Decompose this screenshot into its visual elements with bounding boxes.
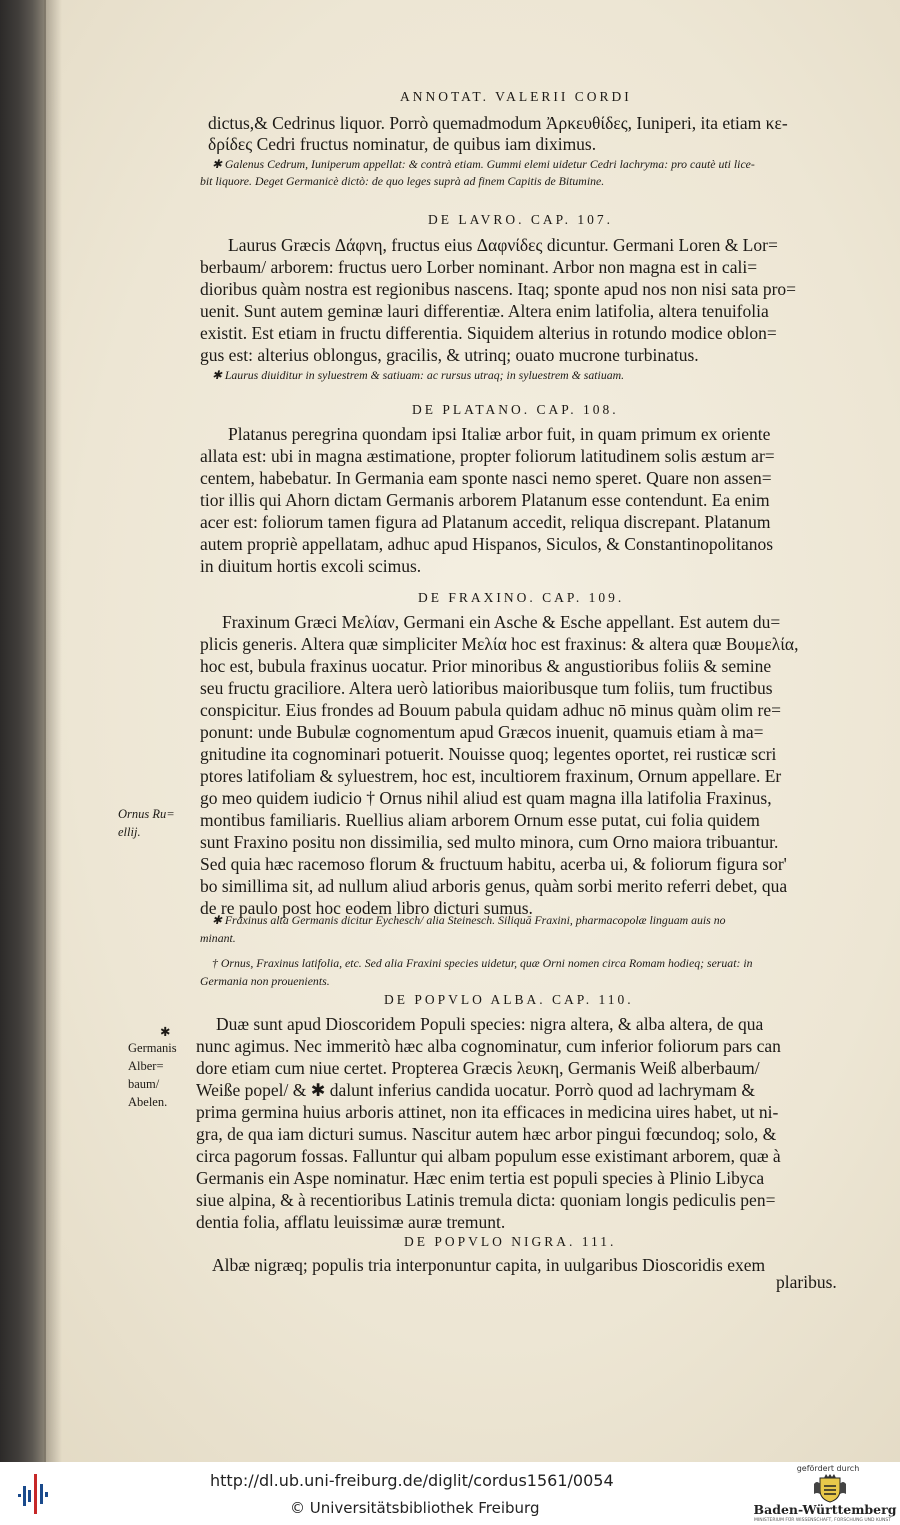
coat-of-arms-icon xyxy=(812,1474,848,1504)
text-line: dioribus quàm nostra est regionibus nascens. Itaq; sponte apud nos non nisi sata pro= xyxy=(200,279,797,299)
text-line: bo simillima sit, ad nullum aliud arboris genus, quàm sorbi merito referri debet, qua xyxy=(200,876,788,896)
text-line: de re paulo post hoc eodem libro dicturi sumus. xyxy=(200,898,533,918)
margin-note: Ornus Ru= xyxy=(118,807,175,821)
text-line: Laurus Græcis Δάφνη, fructus eius Δαφνίδες dicuntur. Germani Loren & Lor= xyxy=(228,235,778,255)
text-line: plaribus. xyxy=(776,1272,837,1292)
text-line: dore etiam cum niue certet. Propterea Græcis λευκη, Germanis Weiß alberbaum/ xyxy=(196,1058,760,1078)
text-line: gra, de qua iam dicturi sumus. Nascitur autem hæc arbor pingui fœcundoq; solo, & xyxy=(196,1124,777,1144)
chapter-heading: DE FRAXINO. CAP. 109. xyxy=(418,590,625,605)
text-line: Duæ sunt apud Dioscoridem Populi species: nigra altera, & alba altera, de qua xyxy=(216,1014,764,1034)
text-line: in diuitum hortis excoli scimus. xyxy=(200,556,422,576)
funder-subtitle: MINISTERIUM FÜR WISSENSCHAFT, FORSCHUNG UND KUNST xyxy=(754,1518,891,1523)
text-line: uenit. Sunt autem geminæ lauri differentiæ. Altera enim latifolia, altera tenuifolia xyxy=(200,301,769,321)
chapter-heading: DE POPVLO NIGRA. 111. xyxy=(404,1234,617,1249)
text-line: autem propriè appellatam, adhuc apud Hispanos, Siculos, & Constantinopolitanos xyxy=(200,534,774,554)
text-line: hoc est, bubula fraxinus uocatur. Prior minoribus & angustioribus foliis & semine xyxy=(200,656,772,676)
text-line: conspicitur. Eius frondes ad Bouum pabula quidam adhuc nō minus quàm olim re= xyxy=(200,700,781,720)
text-line: prima germina huius arboris attinet, non ita efficaces in medicina uires habet, ut ni- xyxy=(196,1102,779,1122)
text-line: gnitudine ita cognominari potuerit. Nouisse quoq; legentes oportet, rei rusticæ scri xyxy=(200,744,777,764)
text-line: gus est: alterius oblongus, gracilis, & utrinq; ouato mucrone turbinatus. xyxy=(200,345,699,365)
text-line: centem, habebatur. In Germania eam sponte nasci nemo speret. Quare non assen= xyxy=(200,468,772,488)
text-line: ptores latifoliam & syluestrem, hoc est, incultiorem fraxinum, Ornum appellare. Er xyxy=(200,766,782,786)
margin-note: baum/ xyxy=(128,1077,160,1091)
funder-label: gefördert durch xyxy=(796,1464,860,1473)
text-line: nunc agimus. Nec immeritò hæc alba cognominatur, cum inferior foliorum pars can xyxy=(196,1036,781,1056)
text-line: allata est: ubi in magna æstimatione, propter foliorum latitudinem solis æstum ar= xyxy=(200,446,775,466)
text-line: sunt Fraxino positu non dissimilia, sed multo minora, cum Orno maiora tribuantur. xyxy=(200,832,779,852)
note-line: minant. xyxy=(200,931,236,945)
text-line: dentia folia, afflatu leuissimæ auræ tremunt. xyxy=(196,1212,506,1232)
funder-name: Baden-Württemberg xyxy=(753,1502,897,1517)
chapter-heading: DE POPVLO ALBA. CAP. 110. xyxy=(384,992,634,1007)
text-line: acer est: foliorum tamen figura ad Platanum accedit, reliqua discrepant. Platanum xyxy=(200,512,771,532)
text-line: Fraxinum Græci Μελίαν, Germani ein Asche & Esche appellant. Est autem du= xyxy=(222,612,781,632)
text-line: Sed quia hæc racemoso florum & fructuum habitu, acerba ui, & foliorum figura sor' xyxy=(200,854,787,874)
text-line: siue alpina, & à recentioribus Latinis tremula dicta: quoniam longis pediculis pen= xyxy=(196,1190,776,1210)
text-line: seu fructu graciliore. Altera uerò latioribus maioribusque tum foliis, tum fructibus xyxy=(200,678,773,698)
note-line: bit liquore. Deget Germanicè dictò: de quo leges suprà ad finem Capitis de Bitumine. xyxy=(200,174,605,188)
chapter-heading: DE LAVRO. CAP. 107. xyxy=(428,212,614,227)
text-line: Platanus peregrina quondam ipsi Italiæ arbor fuit, in quam primum ex oriente xyxy=(228,424,771,444)
running-head: ANNOTAT. VALERII CORDI xyxy=(400,89,632,104)
text-line: Albæ nigræq; populis tria interponuntur capita, in uulgaribus Dioscoridis exem xyxy=(212,1255,766,1275)
permalink-url[interactable]: http://dl.ub.uni-freiburg.de/diglit/cordus1561/0054 xyxy=(210,1471,614,1490)
text-line: ponunt: unde Bubulæ cognomentum apud Græcos inuenit, quamuis etiam à ma= xyxy=(200,722,764,742)
library-logo-icon xyxy=(18,1472,50,1516)
page-gutter-shade xyxy=(44,0,62,1462)
margin-note: Abelen. xyxy=(128,1095,168,1109)
text-line: dictus,& Cedrinus liquor. Porrò quemadmodum Ἀρκευθίδες, Iuniperi, ita etiam κε- xyxy=(208,113,788,133)
note-line: ✱ Laurus diuiditur in syluestrem & satiuam: ac rursus utraq; in syluestrem & satiuam. xyxy=(212,368,625,382)
copyright-text: © Universitätsbibliothek Freiburg xyxy=(290,1499,540,1517)
note-line: Germania non prouenients. xyxy=(200,974,330,988)
margin-note: ellij. xyxy=(118,825,141,839)
book-spine-shadow xyxy=(0,0,46,1462)
text-line: Weiße popel/ & ✱ dalunt inferius candida uocatur. Porrò quod ad lachrymam & xyxy=(196,1080,756,1100)
text-line: tior illis qui Ahorn dictam Germanis arborem Platanum esse contendunt. Ea enim xyxy=(200,490,770,510)
text-line: δρίδες Cedri fructus nominatur, de quibus iam diximus. xyxy=(208,134,597,154)
margin-note: Alber= xyxy=(128,1059,164,1073)
note-line: † Ornus, Fraxinus latifolia, etc. Sed alia Fraxini species uidetur, quæ Orni nomen circa Romam hodieq; seruat: in xyxy=(212,956,753,970)
text-line: montibus familiaris. Ruellius aliam arborem Ornum esse putat, cui folia quidem xyxy=(200,810,760,830)
margin-note: Germanis xyxy=(128,1041,177,1055)
text-line: go meo quidem iudicio † Ornus nihil aliud est quam magna illa latifolia Fraxinus, xyxy=(200,788,772,808)
text-line: berbaum/ arborem: fructus uero Lorber nominant. Arbor non magna est in cali= xyxy=(200,257,758,277)
margin-note: ✱ xyxy=(160,1025,171,1039)
chapter-heading: DE PLATANO. CAP. 108. xyxy=(412,402,619,417)
text-line: plicis generis. Altera quæ simpliciter Μελία hoc est fraxinus: & altera quæ Βουμελία, xyxy=(200,634,799,654)
text-line: circa pagorum fossas. Falluntur qui albam populum esse existimant arborem, quæ à xyxy=(196,1146,781,1166)
text-line: Germanis ein Aspe nominatur. Hæc enim tertia est populi species à Plinio Libyca xyxy=(196,1168,765,1188)
text-line: existit. Est etiam in fructu differentia. Siquidem alterius in rotundo modice oblon= xyxy=(200,323,777,343)
note-line: ✱ Fraxinus alta Germanis dicitur Eychesch/ alia Steinesch. Siliquā Fraxini, pharmacopolæ linguam auis no xyxy=(212,913,726,927)
note-line: ✱ Galenus Cedrum, Iuniperum appellat: & contrà etiam. Gummi elemi uidetur Cedri lachryma: pro cautè uti lice- xyxy=(212,157,755,171)
